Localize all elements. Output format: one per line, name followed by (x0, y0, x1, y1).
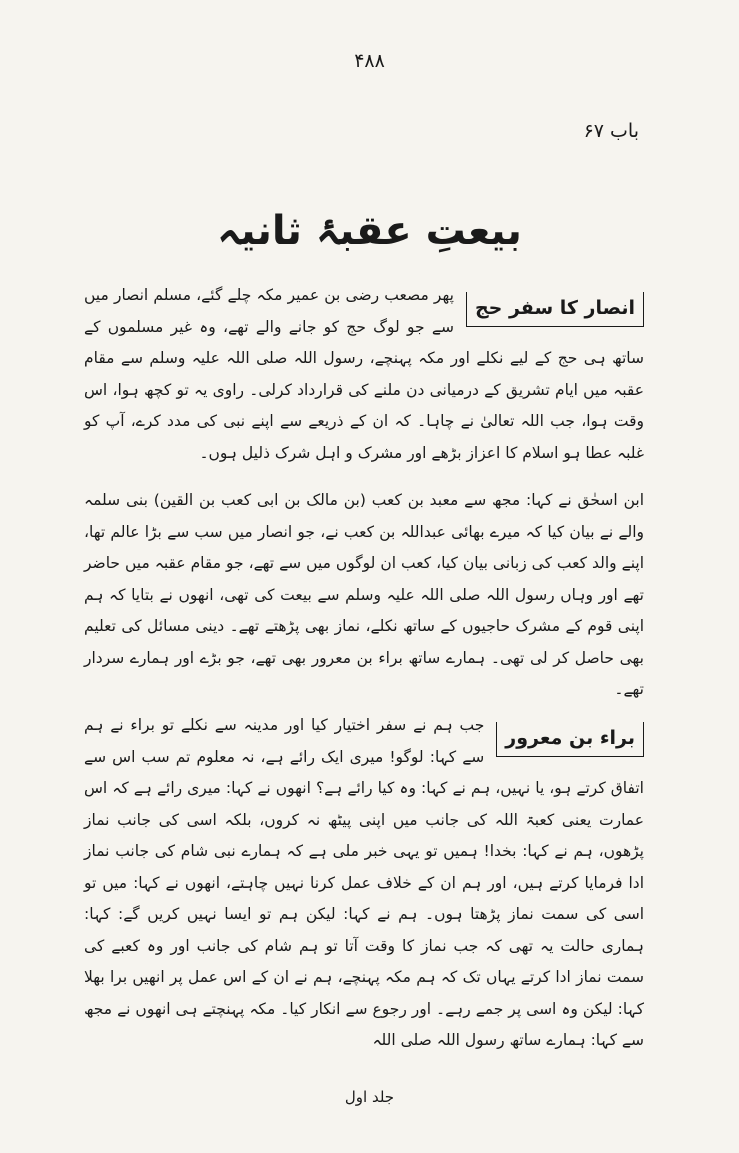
section-heading-bara: براء بن معرور (496, 722, 644, 757)
section-heading-ansar-hajj: انصار کا سفر حج (466, 292, 644, 327)
paragraph-ansar-hajj: پھر مصعب رضی بن عمیر مکہ چلے گئے، مسلم انصار میں سے جو لوگ حج کو جانے والے تھے، وہ غیر مسلموں کے ساتھ ہی حج کے لیے نکلے اور مکہ پہنچے، رسول اللہ صلی اللہ علیہ وسلم سے مقام عقبہ میں ایام تشریق کے درمیانی دن ملنے کی قرارداد کرلی۔ راوی یہ تو کچھ ہوا، اس وقت ہوا، جب اللہ تعالیٰ نے چاہا۔ کہ ان کے ذریعے سے اپنے نبی کی مدد کرے، آپ کو غلبہ عطا ہو اسلام کا اعزاز بڑھے اور مشرک و اہل شرک ذلیل ہوں۔ (84, 286, 644, 462)
section-ibn-ishaq (84, 485, 644, 706)
section-ansar-hajj (84, 280, 644, 469)
paragraph-bara: جب ہم نے سفر اختیار کیا اور مدینہ سے نکلے تو براء نے ہم سے کہا: لوگو! میری ایک رائے ہے، نہ معلوم تم سب اس سے اتفاق کرتے ہو، یا نہیں، ہم نے کہا: وہ کیا رائے ہے؟ انھوں نے کہا: میری رائے ہے کہ اس عمارت یعنی کعبۃ اللہ کی جانب میں اپنی پیٹھ نہ کروں، بلکہ اسی کی جانب نماز پڑھوں، ہم نے کہا: بخدا! ہمیں تو یہی خبر ملی ہے کہ ہمارے نبی شام کی جانب نماز ادا فرمایا کرتے ہیں، اور ہم ان کے خلاف عمل کرنا نہیں چاہتے، انھوں نے کہا: میں تو اسی کی سمت نماز پڑھتا ہوں۔ ہم نے کہا: لیکن ہم تو ایسا نہیں کریں گے: کہا: ہماری حالت یہ تھی کہ جب نماز کا وقت آتا تو ہم شام کی جانب اور وہ کعبے کی سمت نماز ادا کرتے یہاں تک کہ ہم مکہ پہنچے، ہم نے ان کے اس عمل پر انھیں برا بھلا کہا: لیکن وہ اسی پر جمے رہے۔ اور رجوع سے انکار کیا۔ مکہ پہنچتے ہی انھوں نے مجھ سے کہا: ہمارے ساتھ رسول اللہ صلی اللہ (84, 716, 644, 1049)
paragraph-ibn-ishaq: ابن اسحٰق نے کہا: مجھ سے معبد بن کعب (بن مالک بن ابی کعب بن القین) بنی سلمہ والے نے بیان کیا کہ میرے بھائی عبداللہ بن کعب نے، جو انصار میں سب سے بڑا عالم تھا، اپنے والد کعب کی زبانی بیان کیا، کعب ان لوگوں میں سے تھے، جو مقام عقبہ میں حاضر تھے اور وہاں رسول اللہ صلی اللہ علیہ وسلم سے بیعت کی تھی، انھوں نے بتایا کہ ہم اپنی قوم کے مشرک حاجیوں کے ساتھ نکلے، نماز بھی پڑھتے تھے۔ دینی مسائل کی تعلیم بھی حاصل کر لی تھی۔ ہمارے ساتھ براء بن معرور بھی تھے، جو بڑے اور ہمارے سردار تھے۔ (84, 491, 644, 698)
section-bara-ibn-maroor (84, 710, 644, 1057)
volume-footer: جلد اول (344, 1088, 395, 1106)
page-number: ۴۸۸ (354, 50, 385, 72)
page-title: بیعتِ عقبۂ ثانیہ (217, 208, 522, 254)
chapter-label: باب ۶۷ (583, 120, 639, 142)
